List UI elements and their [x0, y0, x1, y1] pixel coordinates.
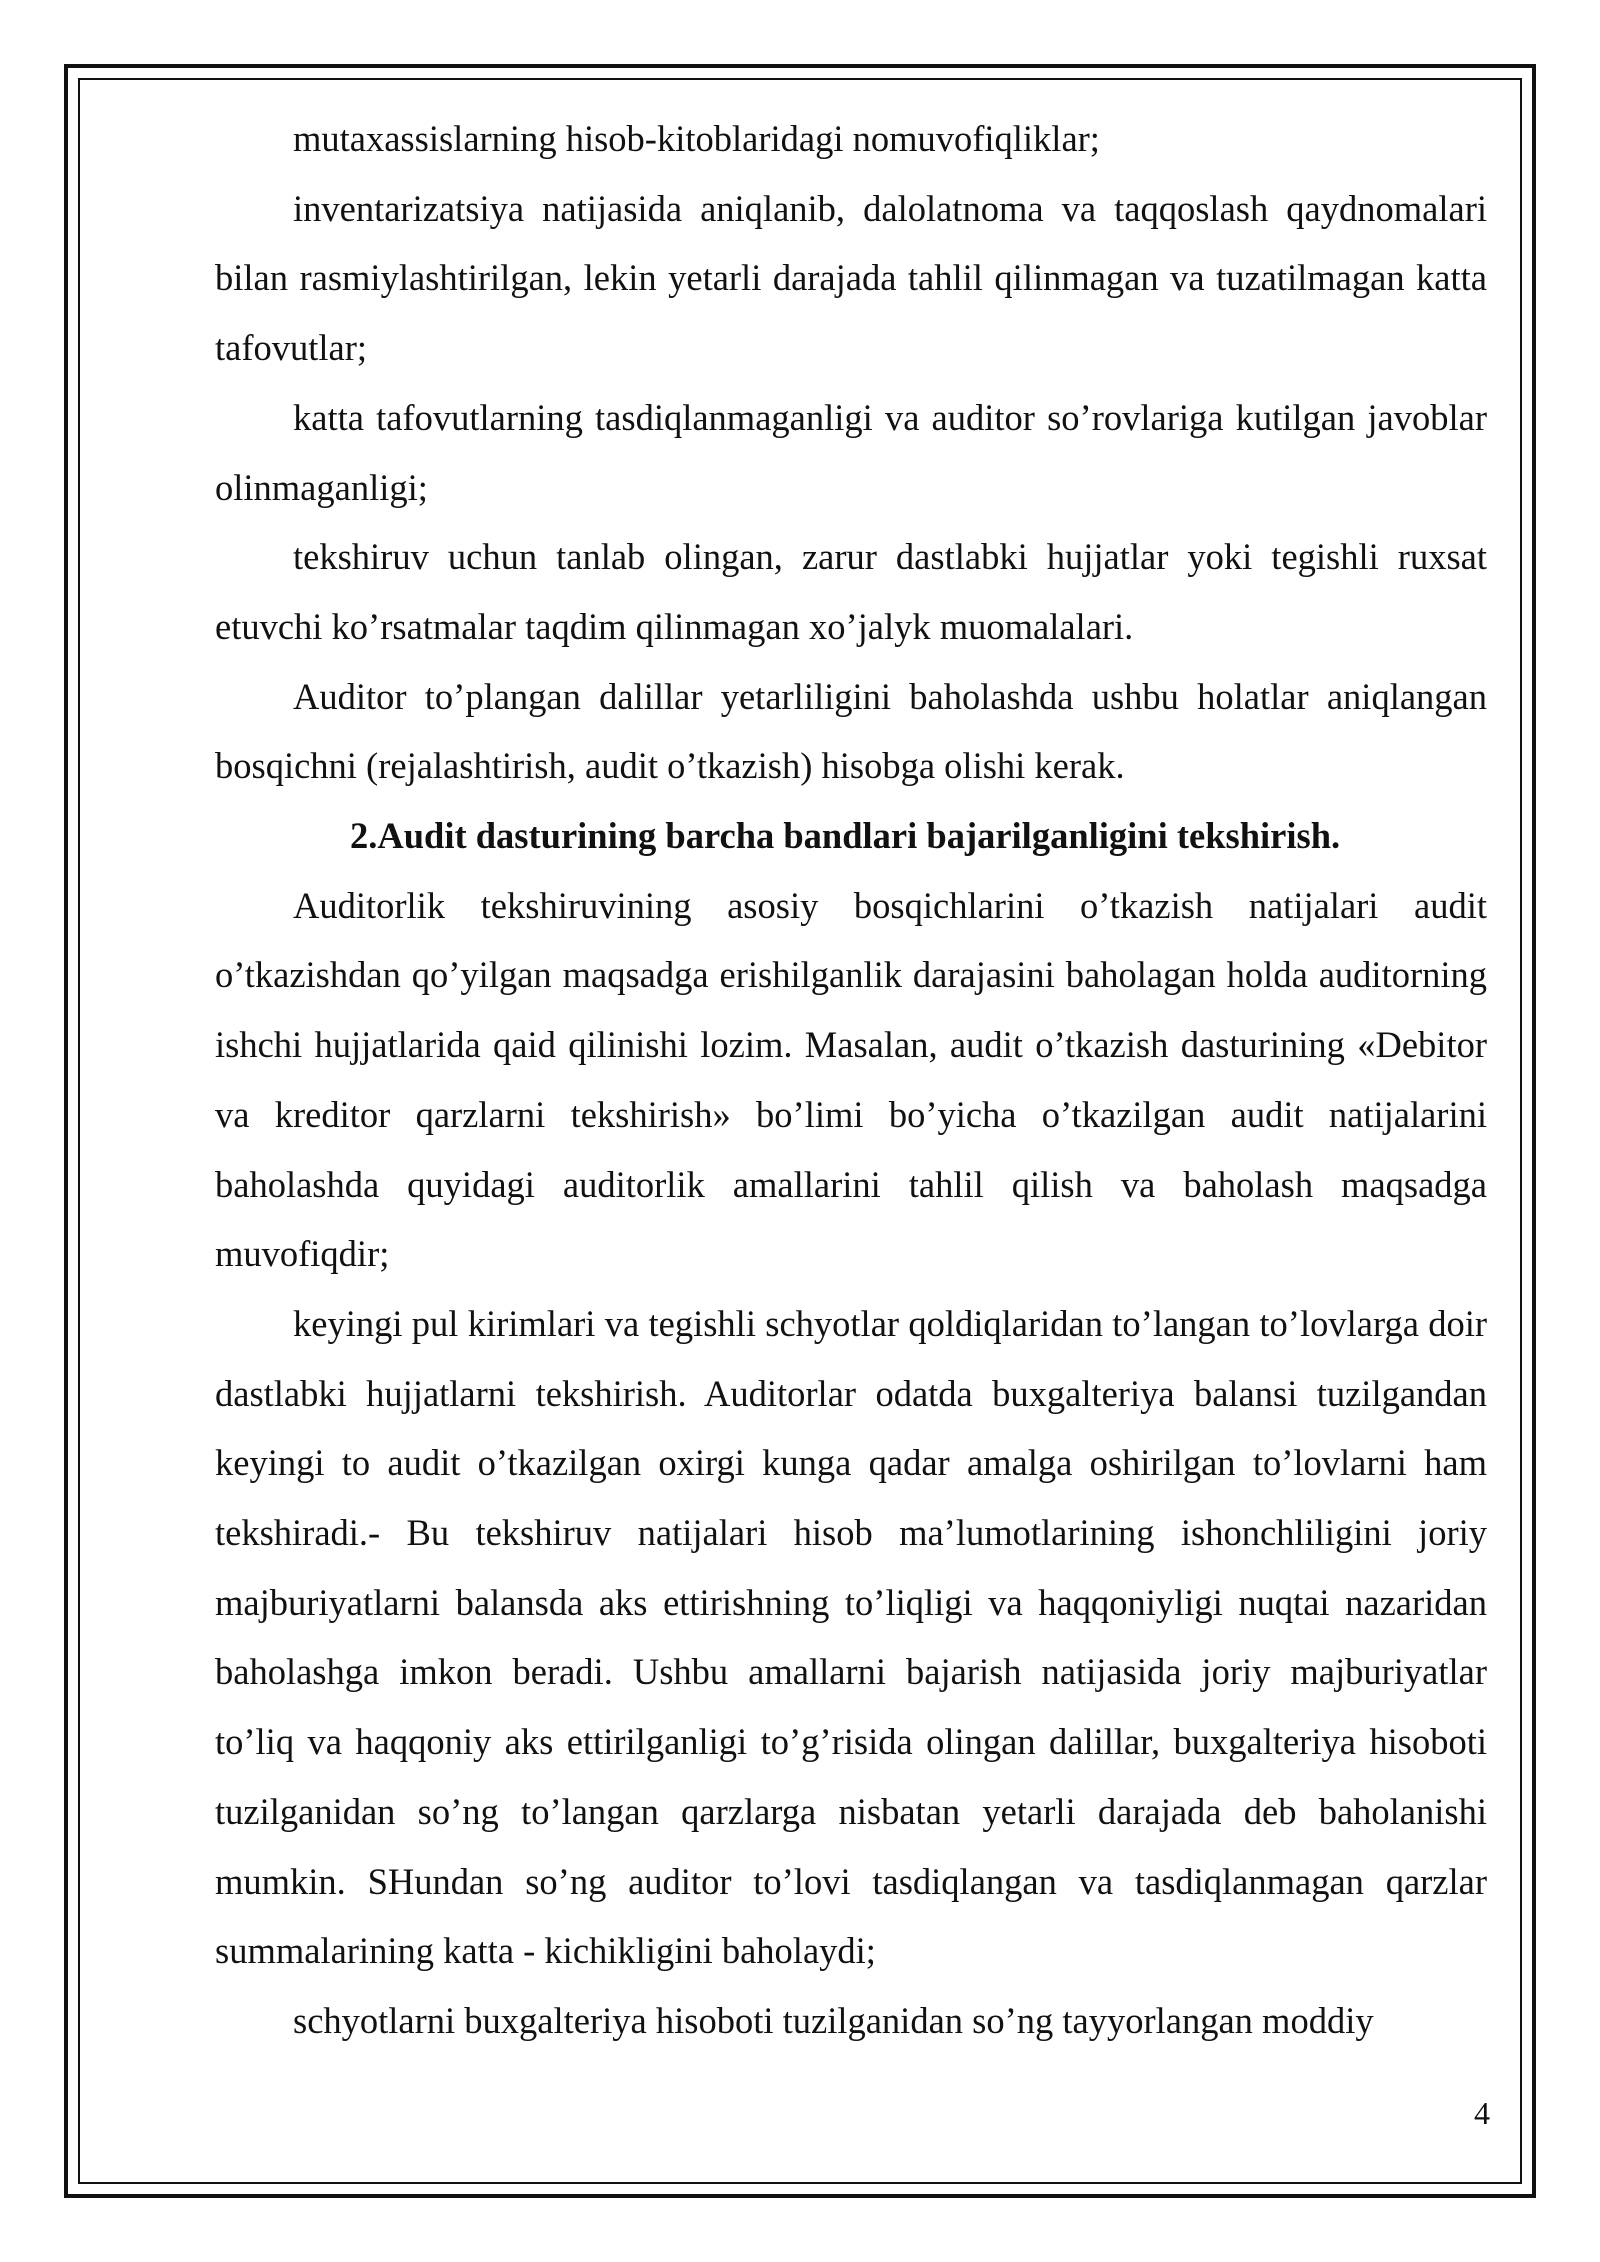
paragraph-inventory: inventarizatsiya natijasida aniqlanib, dalolatnoma va taqqoslash qaydnomalari bilan rasmiylashtirilgan, lekin yetarli darajada tahlil qilinmagan va tuzatilmagan katta tafovutlar;	[215, 187, 1487, 369]
paragraph-subsequent-payments: keyingi pul kirimlari va tegishli schyotlar qoldiqlaridan to’langan to’lovlarga doir dastlabki hujjatlarni tekshirish. Auditorlar odatda buxgalteriya balansi tuzilgandan keyingi to audit o’tkazilgan oxirgi kunga qadar amalga oshirilgan to’lovlarni ham tekshiradi.- Bu tekshiruv natijalari hisob ma’lumotlarining ishonchliligini joriy majburiyatlarni balansda aks ettirishning to’liqligi va haqqoniyligi nuqtai nazaridan baholashga imkon beradi. Ushbu amallarni bajarish natijasida joriy majburiyatlar to’liq va haqqoniy aks ettirilganligi to’g’risida olingan dalillar, buxgalteriya hisoboti tuzilganidan so’ng to’langan qarzlarga nisbatan yetarli darajada deb baholanishi mumkin. SHundan so’ng auditor to’lovi tasdiqlangan va tasdiqlanmagan qarzlar summalarining katta - kichikligini baholaydi;	[215, 1302, 1487, 1972]
paragraph-unconfirmed-differences: katta tafovutlarning tasdiqlanmaganligi va auditor so’rovlariga kutilgan javoblar olinmaganligi;	[215, 396, 1487, 508]
document-body	[215, 104, 1487, 2056]
page-number: 4	[1474, 2095, 1490, 2131]
paragraph-auditor-evidence: Auditor to’plangan dalillar yetarliligini baholashda ushbu holatlar aniqlangan bosqichni (rejalashtirish, audit o’tkazish) hisobga olishi kerak.	[215, 675, 1487, 787]
paragraph-audit-stages: Auditorlik tekshiruvining asosiy bosqichlarini o’tkazish natijalari audit o’tkazishdan qo’yilgan maqsadga erishilganlik darajasini baholagan holda auditorning ishchi hujjatlarida qaid qilinishi lozim. Masalan, audit o’tkazish dasturining «Debitor va kreditor qarzlarni tekshirish» bo’limi bo’yicha o’tkazilgan audit natijalarini baholashda quyidagi auditorlik amallarini tahlil qilish va baholash maqsadga muvofiqdir;	[215, 884, 1487, 1275]
paragraph-accounts: schyotlarni buxgalteriya hisoboti tuzilganidan so’ng tayyorlangan moddiy	[293, 1999, 1374, 2041]
paragraph-discrepancies: mutaxassislarning hisob-kitoblaridagi nomuvofiqliklar;	[293, 118, 1100, 159]
section-heading: 2.Audit dasturining barcha bandlari bajarilganligini tekshirish.	[350, 815, 1341, 857]
paragraph-selected-documents: tekshiruv uchun tanlab olingan, zarur dastlabki hujjatlar yoki tegishli ruxsat etuvchi ko’rsatmalar taqdim qilinmagan xo’jalyk muomalalari.	[215, 536, 1487, 647]
